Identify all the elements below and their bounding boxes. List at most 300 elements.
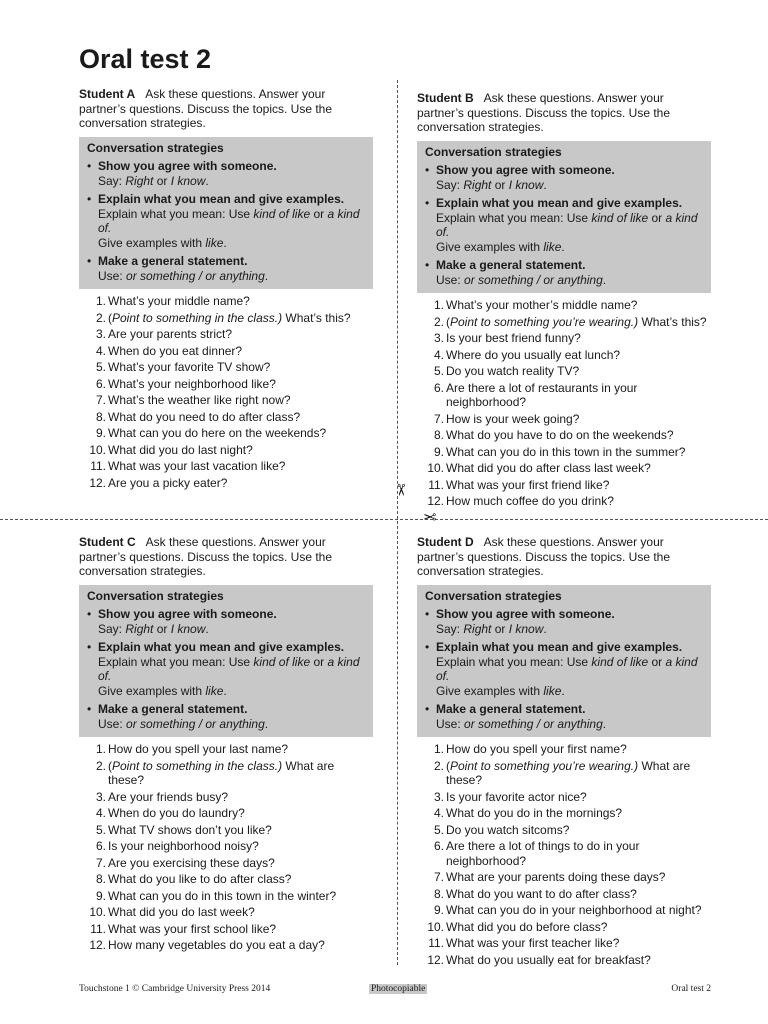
text-run: Use: <box>436 716 465 731</box>
question-number: 6. <box>95 376 106 391</box>
text-run: When do you eat dinner? <box>108 343 243 358</box>
text-run: Do you watch sitcoms? <box>446 822 570 837</box>
text-run: Is your best friend funny? <box>446 331 581 345</box>
text-run: Are you a picky eater? <box>108 475 228 490</box>
question-item <box>417 348 711 363</box>
text-run: What are your parents doing these days? <box>446 870 666 884</box>
text-run: What did you do last week? <box>108 905 255 919</box>
question-item <box>79 426 373 441</box>
question-number: 8. <box>433 886 444 901</box>
question-list <box>417 742 711 967</box>
question-item <box>79 311 373 326</box>
question-number: 11. <box>428 477 444 492</box>
italic-text: Right <box>125 173 154 188</box>
text-run: ( <box>446 758 450 773</box>
strategies-heading: Conversation strategies <box>425 144 562 159</box>
strategy-item <box>425 163 703 192</box>
question-item <box>79 839 373 854</box>
question-item <box>417 936 711 951</box>
text-run: Say: <box>436 621 464 636</box>
student-label: Student C <box>79 535 136 549</box>
italic-text: Right <box>463 177 492 192</box>
text-run: or <box>153 621 171 636</box>
strategy-detail <box>98 174 365 189</box>
italic-text: like <box>205 683 224 698</box>
text-run: . <box>543 177 547 192</box>
instructions <box>79 535 373 579</box>
italic-text: I know <box>508 177 544 192</box>
italic-text: a kind of. <box>436 210 698 239</box>
question-item <box>79 759 373 788</box>
student-c-panel <box>79 535 373 955</box>
question-number: 2. <box>433 314 444 329</box>
question-number: 7. <box>433 870 444 884</box>
strategy-detail <box>436 655 703 684</box>
strategy-item <box>425 702 703 731</box>
italic-text: like <box>543 683 562 698</box>
text-run: What did you do before class? <box>446 919 608 934</box>
italic-text: Point to something in the class.) <box>112 758 283 773</box>
question-number: 9. <box>433 444 444 459</box>
question-number: 10. <box>427 919 444 934</box>
instructions <box>417 91 711 135</box>
text-run: . <box>264 716 269 731</box>
text-run: What did you do last night? <box>108 442 253 457</box>
question-item <box>79 905 373 920</box>
text-run: What do you want to do after class? <box>446 886 637 901</box>
question-number: 4. <box>95 343 106 358</box>
strategy-item <box>87 607 365 636</box>
question-item <box>417 445 711 460</box>
strategy-item <box>87 159 365 188</box>
question-number: 8. <box>433 428 444 442</box>
question-number: 9. <box>433 903 444 917</box>
bullet-icon: • <box>425 640 430 654</box>
text-run: Explain what you mean: Use <box>98 206 254 221</box>
strategies-heading: Conversation strategies <box>425 588 562 603</box>
text-run: Are you exercising these days? <box>108 855 275 870</box>
text-run: How do you spell your last name? <box>108 742 289 756</box>
bullet-icon: • <box>425 258 430 272</box>
strategy-title: Explain what you mean and give examples. <box>436 196 683 210</box>
question-item <box>417 887 711 902</box>
italic-text: a kind of. <box>98 206 360 235</box>
italic-text: kind of like <box>591 654 649 669</box>
question-item <box>79 922 373 937</box>
text-run: What’s your middle name? <box>108 294 250 308</box>
strategy-item <box>87 640 365 698</box>
strategy-item <box>425 196 703 254</box>
text-run: Are there a lot of restaurants in your neighborhood? <box>446 380 638 409</box>
question-item <box>417 953 711 968</box>
question-item <box>79 360 373 375</box>
bullet-icon: • <box>87 192 92 206</box>
question-item <box>79 790 373 805</box>
text-run: What can you do here on the weekends? <box>108 426 327 440</box>
page-title: Oral test 2 <box>79 44 212 74</box>
strategy-item <box>87 702 365 731</box>
question-number: 6. <box>433 380 444 395</box>
italic-text: Point to something you’re wearing.) <box>450 314 639 329</box>
text-run: or <box>153 173 171 188</box>
footer-page-label: Oral test 2 <box>671 984 711 994</box>
question-number: 3. <box>95 327 106 341</box>
question-item <box>79 410 373 425</box>
question-number: 7. <box>433 411 444 426</box>
question-number: 5. <box>95 822 106 837</box>
strategy-detail <box>436 178 703 193</box>
strategy-item <box>425 607 703 636</box>
text-run: What’s this? <box>638 314 707 329</box>
question-item <box>417 903 711 918</box>
student-a-panel <box>79 87 373 492</box>
text-run: Say: <box>98 621 126 636</box>
text-run: . <box>264 268 269 283</box>
text-run: What can you do in this town in the winter? <box>108 888 337 903</box>
text-run: How much coffee do you drink? <box>446 494 614 508</box>
text-run: Use: <box>98 268 127 283</box>
italic-text: I know <box>170 173 206 188</box>
text-run: Give examples with <box>436 239 544 254</box>
question-item <box>79 742 373 757</box>
text-run: What do you have to do on the weekends? <box>446 428 674 442</box>
question-item <box>79 294 373 309</box>
strategy-title: Explain what you mean and give examples. <box>98 640 345 654</box>
question-number: 9. <box>95 888 106 903</box>
question-number: 3. <box>433 331 444 345</box>
student-d-panel <box>417 535 711 969</box>
text-run: What’s this? <box>282 310 351 325</box>
text-run: or <box>648 210 666 225</box>
italic-text: or something / or anything <box>464 272 603 287</box>
question-item <box>417 839 711 868</box>
question-item <box>417 870 711 885</box>
question-item <box>79 377 373 392</box>
question-number: 8. <box>95 409 106 424</box>
text-run: ( <box>446 314 450 329</box>
italic-text: Right <box>125 621 154 636</box>
text-run: How is your week going? <box>446 411 580 426</box>
bullet-icon: • <box>87 159 92 173</box>
bullet-icon: • <box>87 607 92 621</box>
text-run: What are these? <box>446 758 691 787</box>
question-number: 1. <box>95 294 106 308</box>
text-run: What’s the weather like right now? <box>108 393 291 407</box>
text-run: What do you usually eat for breakfast? <box>446 952 651 967</box>
question-list <box>417 298 711 509</box>
cut-line-vertical <box>397 80 398 965</box>
text-run: Are your friends busy? <box>108 789 229 804</box>
text-run: What do you do in the mornings? <box>446 806 623 820</box>
instructions-text: Ask these questions. Answer your partner’s questions. Discuss the topics. Use the conversation strategies. <box>79 535 333 578</box>
strategy-detail <box>436 240 703 255</box>
question-item <box>417 315 711 330</box>
question-number: 12. <box>89 938 106 952</box>
text-run: or <box>491 177 509 192</box>
text-run: What was your first school like? <box>108 921 277 936</box>
text-run: What can you do in your neighborhood at night? <box>446 903 702 917</box>
question-item <box>79 872 373 887</box>
italic-text: or something / or anything <box>464 716 603 731</box>
bullet-icon: • <box>87 640 92 654</box>
question-item <box>417 759 711 788</box>
question-item <box>79 938 373 953</box>
text-run: What TV shows don’t you like? <box>108 822 272 837</box>
text-run: . <box>602 272 607 287</box>
question-number: 1. <box>433 742 444 756</box>
question-number: 7. <box>95 855 106 870</box>
instructions-text: Ask these questions. Answer your partner’s questions. Discuss the topics. Use the conversation strategies. <box>79 87 333 130</box>
question-item <box>417 428 711 443</box>
italic-text: a kind of. <box>436 654 698 683</box>
text-run: What was your first teacher like? <box>446 936 620 950</box>
text-run: Explain what you mean: Use <box>436 210 592 225</box>
strategies-box <box>79 137 373 290</box>
strategy-detail <box>98 269 365 284</box>
strategy-title: Make a general statement. <box>436 258 586 272</box>
italic-text: Right <box>463 621 492 636</box>
question-number: 2. <box>95 758 106 773</box>
text-run: . <box>561 239 565 254</box>
strategy-detail <box>98 684 365 699</box>
question-list <box>79 294 373 490</box>
question-item <box>79 327 373 342</box>
question-item <box>79 856 373 871</box>
strategy-title: Show you agree with someone. <box>98 607 277 621</box>
text-run: What do you like to do after class? <box>108 872 292 886</box>
question-item <box>417 461 711 476</box>
question-number: 6. <box>433 839 444 853</box>
strategy-title: Make a general statement. <box>436 702 586 716</box>
text-run: How do you spell your first name? <box>446 742 627 756</box>
question-number: 12. <box>427 952 444 967</box>
question-item <box>79 344 373 359</box>
bullet-icon: • <box>425 607 430 621</box>
question-number: 5. <box>433 364 444 378</box>
strategy-detail <box>98 207 365 236</box>
bullet-icon: • <box>425 196 430 210</box>
question-list <box>79 742 373 953</box>
text-run: How many vegetables do you eat a day? <box>108 938 325 952</box>
text-run: or <box>648 654 666 669</box>
text-run: ( <box>108 310 112 325</box>
text-run: . <box>223 235 227 250</box>
text-run: What’s your favorite TV show? <box>108 360 271 374</box>
question-number: 3. <box>95 789 106 804</box>
question-item <box>79 459 373 474</box>
strategy-title: Make a general statement. <box>98 254 248 268</box>
question-number: 11. <box>90 921 106 936</box>
question-item <box>417 478 711 493</box>
text-run: What was your last vacation like? <box>108 459 286 473</box>
text-run: Are your parents strict? <box>108 327 233 341</box>
footer-photocopiable: Photocopiable <box>371 984 426 994</box>
question-number: 5. <box>433 822 444 837</box>
italic-text: Point to something you’re wearing.) <box>450 758 639 773</box>
footer-copyright: Touchstone 1 © Cambridge University Press 2014 <box>79 984 271 994</box>
strategy-title: Explain what you mean and give examples. <box>436 640 683 654</box>
instructions <box>79 87 373 131</box>
strategy-detail <box>98 717 365 732</box>
question-item <box>417 412 711 427</box>
question-item <box>417 364 711 379</box>
text-run: or <box>491 621 509 636</box>
strategy-detail <box>436 717 703 732</box>
question-number: 10. <box>89 905 106 919</box>
italic-text: I know <box>170 621 206 636</box>
question-number: 7. <box>95 393 106 407</box>
italic-text: or something / or anything <box>126 716 265 731</box>
question-item <box>79 823 373 838</box>
question-number: 8. <box>95 872 106 886</box>
question-number: 10. <box>427 461 444 475</box>
bullet-icon: • <box>425 163 430 177</box>
strategy-detail <box>98 655 365 684</box>
strategy-item <box>87 254 365 283</box>
question-item <box>417 790 711 805</box>
strategy-title: Show you agree with someone. <box>436 163 615 177</box>
strategies-box <box>417 141 711 294</box>
bullet-icon: • <box>87 702 92 716</box>
italic-text: I know <box>508 621 544 636</box>
cut-line-horizontal <box>0 519 768 520</box>
text-run: What do you need to do after class? <box>108 409 301 424</box>
bullet-icon: • <box>425 702 430 716</box>
italic-text: a kind of. <box>98 654 360 683</box>
text-run: What are these? <box>108 758 335 787</box>
question-item <box>79 476 373 491</box>
text-run: Explain what you mean: Use <box>436 654 592 669</box>
question-number: 5. <box>95 360 106 374</box>
text-run: Give examples with <box>98 235 206 250</box>
italic-text: like <box>205 235 224 250</box>
text-run: ( <box>108 758 112 773</box>
instructions <box>417 535 711 579</box>
text-run: . <box>205 621 209 636</box>
strategy-detail <box>436 273 703 288</box>
italic-text: Point to something in the class.) <box>112 310 283 325</box>
strategies-box <box>79 585 373 738</box>
scissors-icon: ✂ <box>423 507 437 524</box>
student-label: Student A <box>79 87 136 101</box>
question-number: 4. <box>433 347 444 362</box>
strategy-detail <box>98 622 365 637</box>
question-item <box>417 331 711 346</box>
question-item <box>417 381 711 410</box>
text-run: What did you do after class last week? <box>446 461 651 475</box>
text-run: . <box>602 716 607 731</box>
text-run: Say: <box>98 173 126 188</box>
question-number: 2. <box>433 758 444 773</box>
italic-text: kind of like <box>591 210 649 225</box>
text-run: or <box>310 206 328 221</box>
question-item <box>417 823 711 838</box>
text-run: What’s your neighborhood like? <box>108 376 276 391</box>
text-run: What can you do in this town in the summer? <box>446 444 686 459</box>
question-number: 1. <box>433 298 444 312</box>
question-item <box>79 393 373 408</box>
text-run: Is your favorite actor nice? <box>446 789 587 804</box>
text-run: Give examples with <box>436 683 544 698</box>
question-number: 10. <box>89 442 106 457</box>
italic-text: or something / or anything <box>126 268 265 283</box>
bullet-icon: • <box>87 254 92 268</box>
question-item <box>79 443 373 458</box>
strategy-detail <box>436 622 703 637</box>
question-item <box>417 742 711 757</box>
text-run: Use: <box>98 716 127 731</box>
strategy-item <box>425 640 703 698</box>
strategy-title: Explain what you mean and give examples. <box>98 192 345 206</box>
strategy-detail <box>436 211 703 240</box>
strategies-box <box>417 585 711 738</box>
question-number: 2. <box>95 310 106 325</box>
italic-text: like <box>543 239 562 254</box>
text-run: . <box>205 173 209 188</box>
text-run: What was your first friend like? <box>446 477 610 492</box>
question-item <box>79 889 373 904</box>
scissors-icon: ✂ <box>391 483 409 497</box>
text-run: . <box>223 683 227 698</box>
strategy-title: Make a general statement. <box>98 702 248 716</box>
question-item <box>417 920 711 935</box>
text-run: Do you watch reality TV? <box>446 364 580 378</box>
question-item <box>79 806 373 821</box>
instructions-text: Ask these questions. Answer your partner’s questions. Discuss the topics. Use the conversation strategies. <box>417 91 671 134</box>
strategy-title: Show you agree with someone. <box>98 159 277 173</box>
question-item <box>417 298 711 313</box>
italic-text: kind of like <box>253 206 311 221</box>
question-number: 12. <box>89 475 106 490</box>
question-item <box>417 494 711 509</box>
text-run: Give examples with <box>98 683 206 698</box>
text-run: . <box>543 621 547 636</box>
text-run: Is your neighborhood noisy? <box>108 839 259 853</box>
question-item <box>417 806 711 821</box>
question-number: 4. <box>433 806 444 820</box>
text-run: Use: <box>436 272 465 287</box>
text-run: Say: <box>436 177 464 192</box>
strategy-item <box>425 258 703 287</box>
strategy-detail <box>98 236 365 251</box>
instructions-text: Ask these questions. Answer your partner’s questions. Discuss the topics. Use the conversation strategies. <box>417 535 671 578</box>
question-number: 1. <box>95 742 106 756</box>
question-number: 4. <box>95 806 106 820</box>
strategies-heading: Conversation strategies <box>87 140 224 155</box>
strategies-heading: Conversation strategies <box>87 588 224 603</box>
question-number: 3. <box>433 789 444 804</box>
text-run: Explain what you mean: Use <box>98 654 254 669</box>
text-run: . <box>561 683 565 698</box>
student-label: Student D <box>417 535 474 549</box>
question-number: 9. <box>95 426 106 440</box>
question-number: 12. <box>427 494 444 508</box>
question-number: 11. <box>90 459 106 473</box>
text-run: or <box>310 654 328 669</box>
strategy-title: Show you agree with someone. <box>436 607 615 621</box>
text-run: Where do you usually eat lunch? <box>446 347 621 362</box>
strategy-detail <box>436 684 703 699</box>
strategy-item <box>87 192 365 250</box>
student-label: Student B <box>417 91 474 105</box>
question-number: 6. <box>95 839 106 853</box>
question-number: 11. <box>428 936 444 950</box>
text-run: When do you do laundry? <box>108 806 245 820</box>
italic-text: kind of like <box>253 654 311 669</box>
text-run: What’s your mother’s middle name? <box>446 298 638 312</box>
student-b-panel <box>417 91 711 511</box>
text-run: Are there a lot of things to do in your neighborhood? <box>446 839 640 868</box>
